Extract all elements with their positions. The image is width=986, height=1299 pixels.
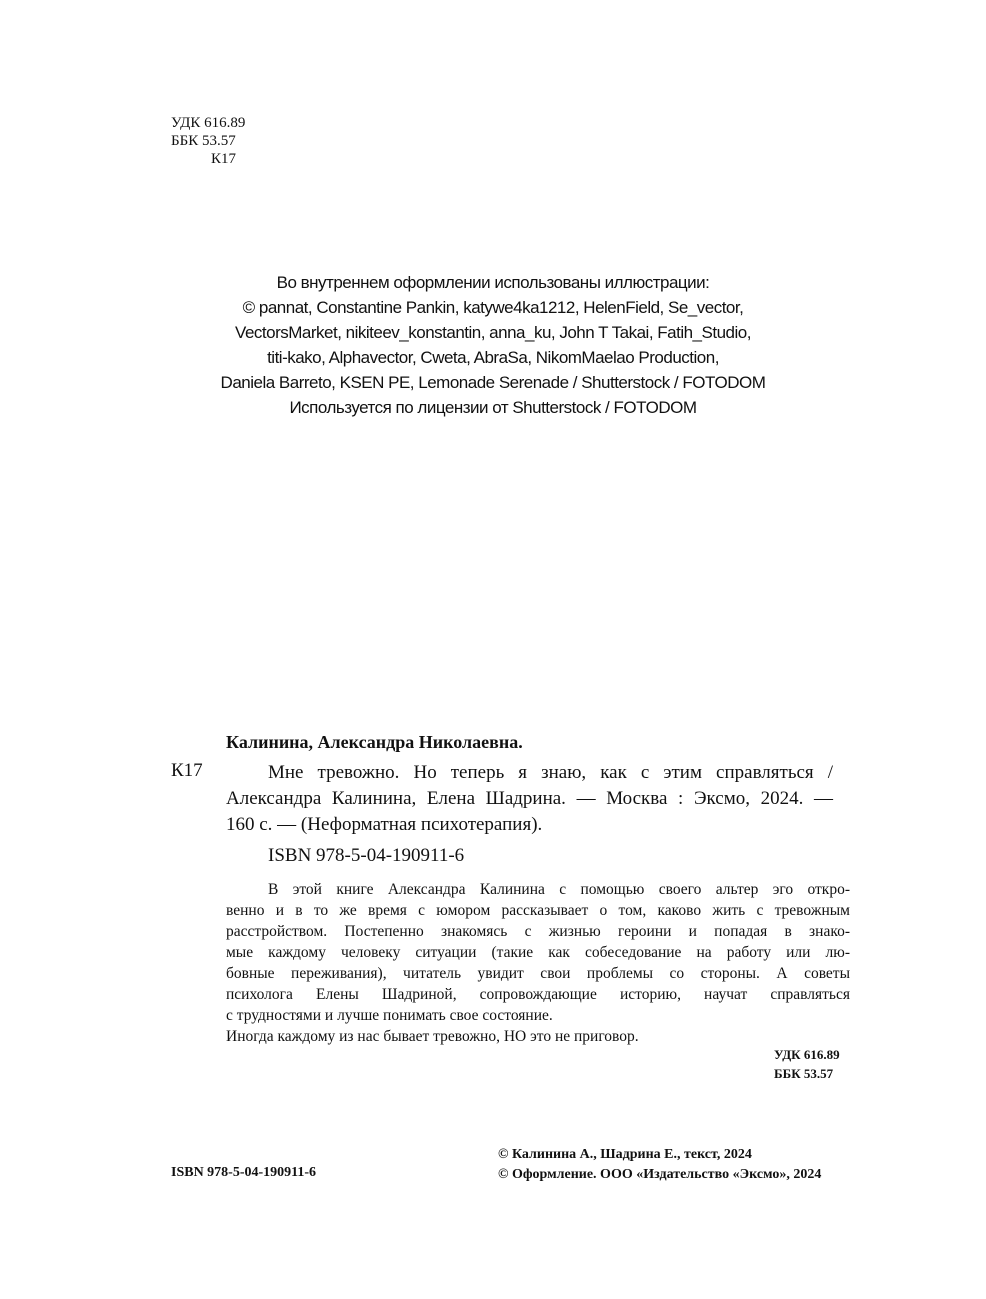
- catalog-title: [226, 760, 833, 838]
- credits-line: titi-kako, Alphavector, Cweta, AbraSa, NikomMaelao Production,: [267, 348, 719, 367]
- credits-line: VectorsMarket, nikiteev_konstantin, anna_ku, John T Takai, Fatih_Studio,: [235, 323, 751, 342]
- illustration-credits: [200, 270, 786, 420]
- author-mark: К17: [211, 151, 237, 167]
- udk-code: УДК 616.89: [171, 115, 246, 131]
- catalog-isbn: ISBN 978-5-04-190911-6: [268, 845, 465, 866]
- annotation-line: психолога Елены Шадриной, сопровождающие историю, научат справляться: [226, 986, 850, 1003]
- bbk-code: ББК 53.57: [171, 133, 236, 149]
- classification-codes-right: [774, 1045, 840, 1083]
- annotation-line: венно и в то же время с юмором рассказывает о том, каково жить с тревожным: [226, 902, 850, 919]
- catalog-title-line: Александра Калинина, Елена Шадрина. — Москва : Эксмо, 2024. —: [226, 788, 833, 809]
- credits-line: Daniela Barreto, KSEN PE, Lemonade Serenade / Shutterstock / FOTODOM: [220, 373, 766, 392]
- annotation: [226, 879, 850, 1047]
- credits-line: Используется по лицензии от Shutterstock / FOTODOM: [289, 398, 697, 417]
- copyright-text-line: © Калинина А., Шадрина Е., текст, 2024: [498, 1147, 752, 1162]
- annotation-line: В этой книге Александра Калинина с помощью своего альтер эго откро-: [268, 881, 850, 898]
- catalog-mark: К17: [171, 760, 203, 781]
- credits-line: © pannat, Constantine Pankin, katywe4ka1212, HelenField, Se_vector,: [242, 298, 744, 317]
- catalog-title-line: 160 с. — (Неформатная психотерапия).: [226, 814, 543, 835]
- udk-code: УДК 616.89: [774, 1047, 840, 1062]
- footer-isbn: ISBN 978-5-04-190911-6: [171, 1165, 317, 1180]
- annotation-closing: Иногда каждому из нас бывает тревожно, НО это не приговор.: [226, 1028, 639, 1045]
- annotation-line: мые каждому человеку ситуации (такие как собеседование на работу или лю-: [226, 944, 850, 961]
- copyright-design-line: © Оформление. ООО «Издательство «Эксмо», 2024: [498, 1167, 822, 1182]
- credits-line: Во внутреннем оформлении использованы иллюстрации:: [276, 273, 710, 292]
- annotation-line: с трудностями и лучше понимать свое состояние.: [226, 1007, 553, 1024]
- copyright-notice: [498, 1145, 821, 1185]
- annotation-line: бовные переживания), читатель увидит свои проблемы со стороны. А советы: [226, 965, 850, 982]
- catalog-title-line: Мне тревожно. Но теперь я знаю, как с этим справляться /: [268, 762, 833, 783]
- annotation-line: расстройством. Постепенно знакомясь с жизнью героини и попадая в знако-: [226, 923, 850, 940]
- catalog-author: Калинина, Александра Николаевна.: [226, 732, 523, 752]
- classification-codes-top: [171, 114, 245, 168]
- bbk-code: ББК 53.57: [774, 1066, 834, 1081]
